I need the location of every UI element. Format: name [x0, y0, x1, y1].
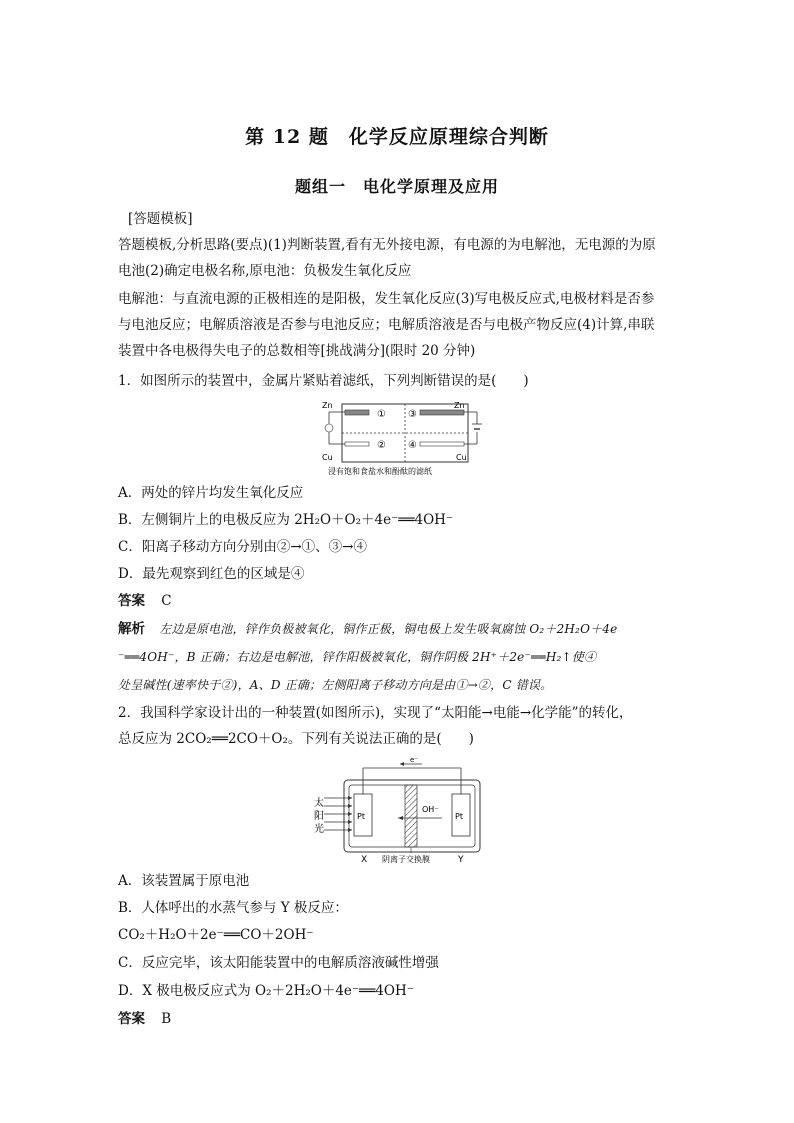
sun-label-1: 太 — [314, 798, 324, 809]
q1-option-d: D．最先观察到红色的区域是④ — [118, 566, 305, 582]
electron-label: e⁻ — [410, 756, 419, 764]
q2-option-c: C．反应完毕，该太阳能装置中的电解质溶液碱性增强 — [118, 955, 439, 971]
x-label: X — [361, 855, 368, 865]
q1-stem: 1．如图所示的装置中，金属片紧贴着滤纸，下列判断错误的是( ) — [118, 373, 529, 389]
template-line: 装置中各电极得失电子的总数相等[挑战满分](限时 20 分钟) — [118, 343, 476, 359]
q1-analysis-line: ⁻══4OH⁻，B 正确；右边是电解池，锌作阳极被氧化，铜作阴极 2H⁺＋2e⁻══H₂↑使④ — [118, 650, 597, 664]
template-tag: [答题模板] — [128, 211, 193, 227]
section-subtitle: 题组一 电化学原理及应用 — [294, 177, 499, 196]
region-1: ① — [377, 409, 386, 420]
solar-cell-diagram — [312, 756, 487, 868]
q1-answer — [118, 592, 678, 610]
cu-left-label: Cu — [322, 453, 333, 462]
q1-option-b: B．左侧铜片上的电极反应为 2H₂O＋O₂＋4e⁻══4OH⁻ — [118, 512, 454, 528]
analysis-text: 左边是原电池，锌作负极被氧化，铜作正极，铜电极上发生吸氧腐蚀 O₂＋2H₂O＋4e — [159, 622, 618, 636]
sun-label-2: 阳 — [314, 811, 324, 822]
oh-label: OH⁻ — [422, 805, 439, 814]
template-line: 与电池反应；电解质溶液是否参与电池反应；电解质溶液是否与电极产物反应(4)计算,串联 — [118, 317, 655, 333]
q2-stem-line: 总反应为 2CO₂══2CO＋O₂。下列有关说法正确的是( ) — [118, 731, 474, 747]
q1-option-c: C．阳离子移动方向分别由②→①、③→④ — [118, 539, 367, 555]
y-label: Y — [458, 855, 464, 865]
template-line: 电解池：与直流电源的正极相连的是阳极，发生氧化反应(3)写电极反应式,电极材料是否参 — [118, 291, 655, 307]
sun-label-3: 光 — [314, 824, 324, 835]
region-2: ② — [377, 440, 386, 451]
answer-label: 答案 — [118, 1011, 145, 1027]
filter-paper-caption: 浸有饱和食盐水和酚酞的滤纸 — [328, 467, 432, 476]
q2-option-b: B．人体呼出的水蒸气参与 Y 极反应： — [118, 900, 348, 916]
q2-answer — [118, 1010, 678, 1028]
q2-option-d: D．X 极电极反应式为 O₂＋2H₂O＋4e⁻══4OH⁻ — [118, 983, 414, 999]
filter-paper-diagram — [312, 398, 487, 478]
membrane — [405, 785, 417, 847]
pt-left-label: Pt — [357, 812, 365, 821]
zn-left-label: Zn — [322, 401, 333, 410]
q2-figure — [312, 756, 487, 868]
pt-right-label: Pt — [455, 812, 463, 821]
q2-option-a: A．该装置属于原电池 — [118, 873, 250, 889]
q2-stem-line: 2．我国科学家设计出的一种装置(如图所示)，实现了“太阳能→电能→化学能”的转化， — [118, 705, 633, 721]
template-line: 电池(2)确定电极名称,原电池：负极发生氧化反应 — [118, 263, 412, 279]
q1-figure — [312, 398, 487, 478]
q2-option-b-equation: CO₂＋H₂O＋2e⁻══CO＋2OH⁻ — [118, 927, 314, 943]
answer-label: 答案 — [118, 593, 145, 609]
q1-option-a: A．两处的锌片均发生氧化反应 — [118, 485, 304, 501]
cu-right-label: Cu — [456, 453, 467, 462]
analysis-label: 解析 — [118, 621, 145, 637]
region-4: ④ — [408, 440, 417, 451]
answer-value: C — [161, 593, 172, 609]
page-title: 第 12 题 化学反应原理综合判断 — [245, 126, 549, 148]
region-3: ③ — [408, 409, 417, 420]
q1-analysis-line: 处呈碱性(速率快于②)，A、D 正确；左侧阳离子移动方向是由①→②，C 错误。 — [118, 678, 553, 692]
template-line: 答题模板,分析思路(要点)(1)判断装置,看有无外接电源，有电源的为电解池，无电源的为原 — [118, 237, 656, 253]
q1-analysis-line — [118, 620, 678, 638]
answer-value: B — [161, 1011, 172, 1027]
zn-right-label: Zn — [454, 401, 465, 410]
membrane-caption: 阴离子交换膜 — [382, 855, 430, 864]
